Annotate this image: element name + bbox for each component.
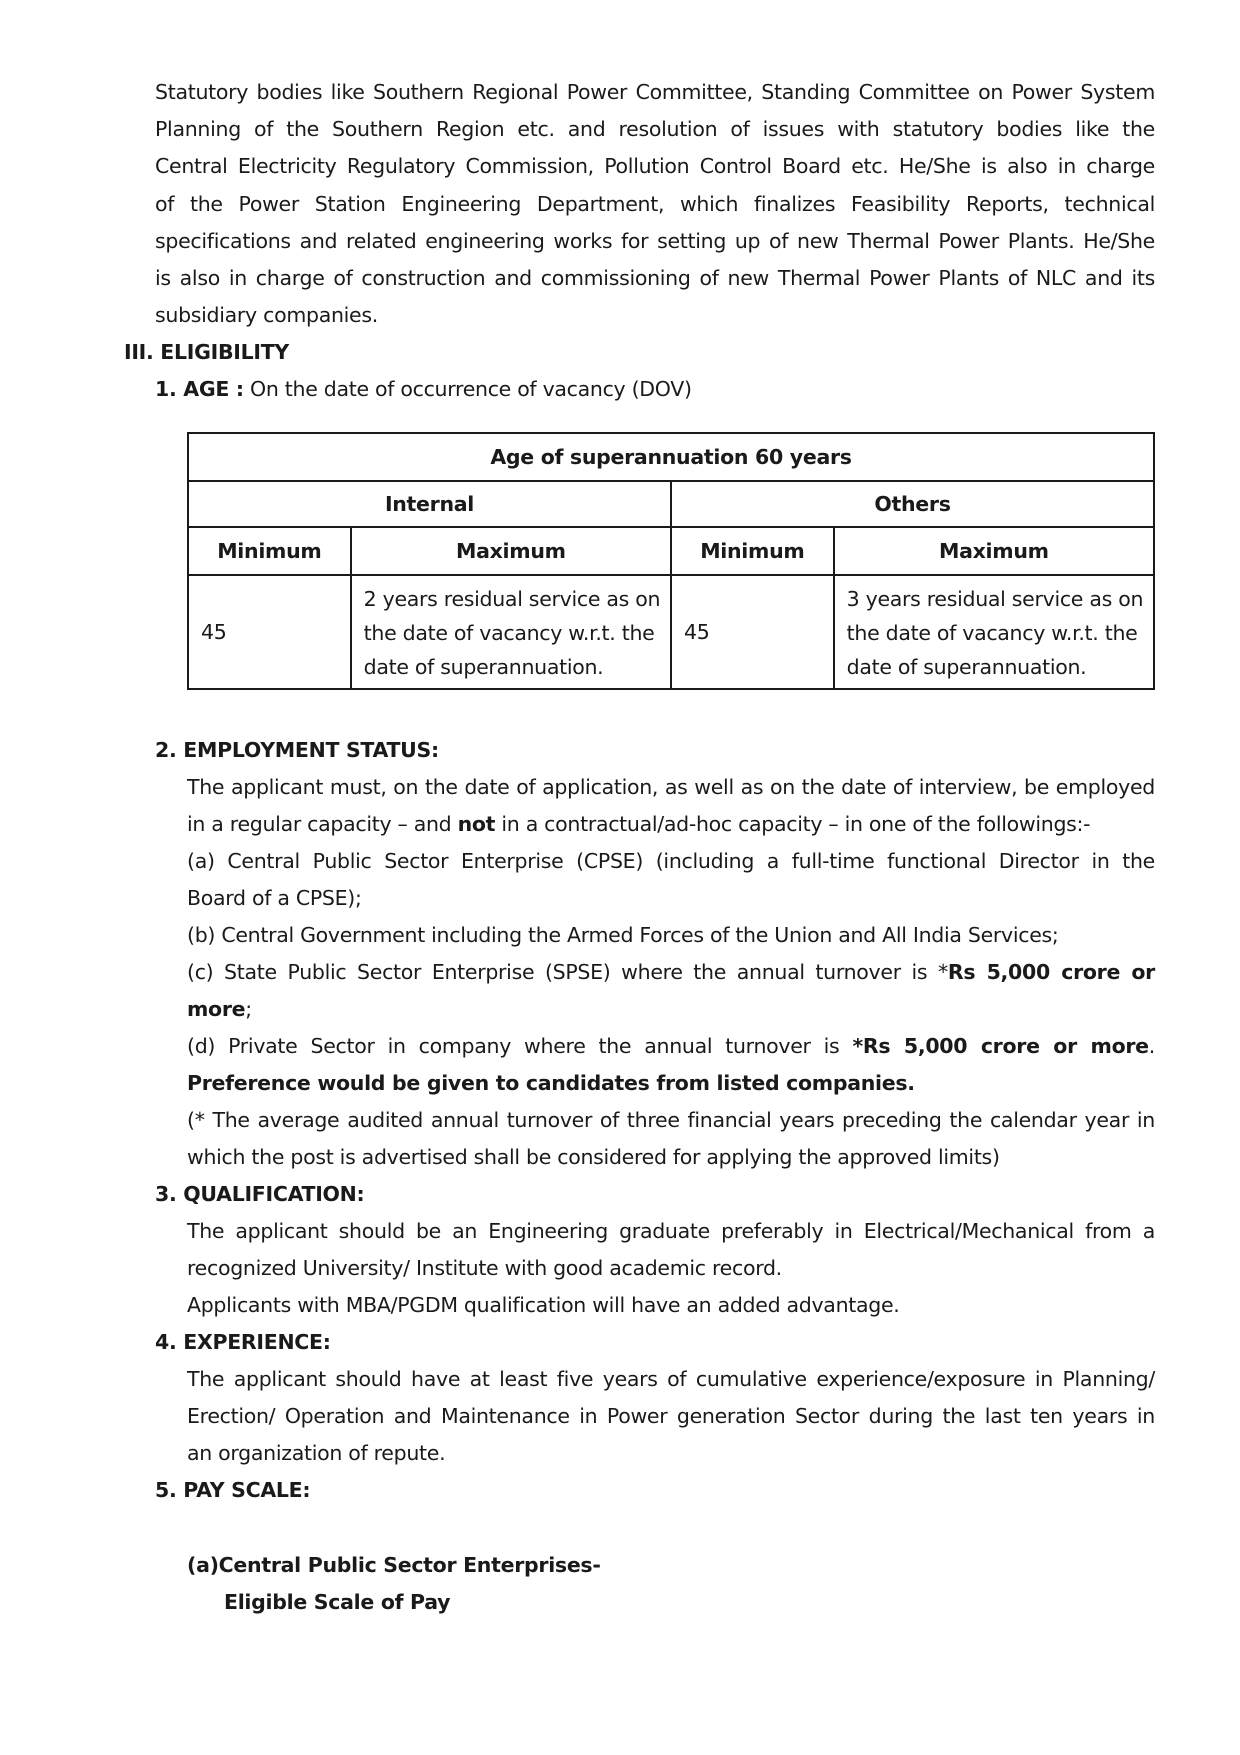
paragraph-line: Central Electricity Regulatory Commission, Pollution Control Board etc. He/She is also in charge: [155, 154, 1155, 178]
employment-item-a-cont: Board of a CPSE);: [187, 886, 362, 910]
internal-maximum-cell: [351, 575, 671, 689]
group-header-internal: Internal: [188, 481, 671, 527]
others-maximum-cell: [834, 575, 1154, 689]
experience-line: an organization of repute.: [187, 1441, 446, 1465]
paragraph-line: Planning of the Southern Region etc. and resolution of issues with statutory bodies like the: [155, 117, 1155, 141]
emphasis-not: not: [457, 812, 496, 836]
group-header-others: Others: [671, 481, 1154, 527]
turnover-footnote: (* The average audited annual turnover of three financial years preceding the calendar year in: [187, 1108, 1155, 1132]
text-span: .: [1148, 1034, 1155, 1058]
section-heading-eligibility: III. ELIGIBILITY: [124, 340, 289, 364]
pay-scale-heading: 5. PAY SCALE:: [155, 1478, 311, 1502]
employment-line: The applicant must, on the date of application, as well as on the date of interview, be employed: [187, 775, 1155, 799]
age-table: [187, 432, 1155, 690]
employment-item-c: [187, 958, 1155, 986]
text-span: ;: [245, 997, 252, 1021]
employment-item-d: [187, 1032, 1155, 1060]
cell-line: date of superannuation.: [363, 655, 604, 679]
paragraph-line: Statutory bodies like Southern Regional Power Committee, Standing Committee on Power System: [155, 80, 1155, 104]
paragraph-line: subsidiary companies.: [155, 303, 378, 327]
turnover-footnote-cont: which the post is advertised shall be considered for applying the approved limits): [187, 1145, 1000, 1169]
column-header-minimum: Minimum: [188, 527, 351, 575]
employment-item-a: (a) Central Public Sector Enterprise (CPSE) (including a full-time functional Director in the: [187, 849, 1155, 873]
turnover-threshold: Rs 5,000 crore or: [947, 960, 1155, 984]
pay-scale-cpse-subheading: (a)Central Public Sector Enterprises-: [187, 1553, 601, 1577]
internal-minimum-cell: 45: [188, 575, 351, 689]
employment-item-b: (b) Central Government including the Armed Forces of the Union and All India Services;: [187, 923, 1059, 947]
column-header-maximum: Maximum: [834, 527, 1154, 575]
table-row: [188, 575, 1154, 689]
employment-item-c-cont: [187, 995, 252, 1023]
qualification-heading: 3. QUALIFICATION:: [155, 1182, 365, 1206]
column-header-minimum: Minimum: [671, 527, 834, 575]
qualification-line: recognized University/ Institute with good academic record.: [187, 1256, 782, 1280]
turnover-threshold: *Rs 5,000 crore or more: [852, 1034, 1149, 1058]
text-span: in a regular capacity – and: [187, 812, 458, 836]
age-text: On the date of occurrence of vacancy (DOV): [243, 377, 692, 401]
experience-line: Erection/ Operation and Maintenance in Power generation Sector during the last ten years in: [187, 1404, 1155, 1428]
others-minimum-cell: 45: [671, 575, 834, 689]
column-header-maximum: Maximum: [351, 527, 671, 575]
age-table-title: Age of superannuation 60 years: [188, 433, 1154, 481]
employment-line: [187, 810, 1090, 838]
experience-line: The applicant should have at least five years of cumulative experience/exposure in Planning/: [187, 1367, 1155, 1391]
cell-line: date of superannuation.: [846, 655, 1087, 679]
cell-line: the date of vacancy w.r.t. the: [363, 621, 655, 645]
paragraph-line: of the Power Station Engineering Department, which finalizes Feasibility Reports, technical: [155, 192, 1155, 216]
preference-note: Preference would be given to candidates from listed companies.: [187, 1071, 915, 1095]
age-label: 1. AGE :: [155, 377, 244, 401]
age-line: [155, 375, 692, 403]
paragraph-line: is also in charge of construction and commissioning of new Thermal Power Plants of NLC and its: [155, 266, 1155, 290]
experience-heading: 4. EXPERIENCE:: [155, 1330, 331, 1354]
turnover-threshold: more: [187, 997, 246, 1021]
qualification-line: Applicants with MBA/PGDM qualification will have an added advantage.: [187, 1293, 900, 1317]
paragraph-line: specifications and related engineering works for setting up of new Thermal Power Plants. He/She: [155, 229, 1155, 253]
text-span: (d) Private Sector in company where the annual turnover is: [187, 1034, 853, 1058]
cell-line: the date of vacancy w.r.t. the: [846, 621, 1138, 645]
employment-status-heading: 2. EMPLOYMENT STATUS:: [155, 738, 439, 762]
cell-line: 3 years residual service as on: [846, 587, 1144, 611]
text-span: in a contractual/ad-hoc capacity – in one of the followings:-: [495, 812, 1091, 836]
eligible-scale-of-pay-label: Eligible Scale of Pay: [224, 1590, 451, 1614]
cell-line: 2 years residual service as on: [363, 587, 661, 611]
text-span: (c) State Public Sector Enterprise (SPSE) where the annual turnover is *: [187, 960, 948, 984]
qualification-line: The applicant should be an Engineering graduate preferably in Electrical/Mechanical from a: [187, 1219, 1155, 1243]
